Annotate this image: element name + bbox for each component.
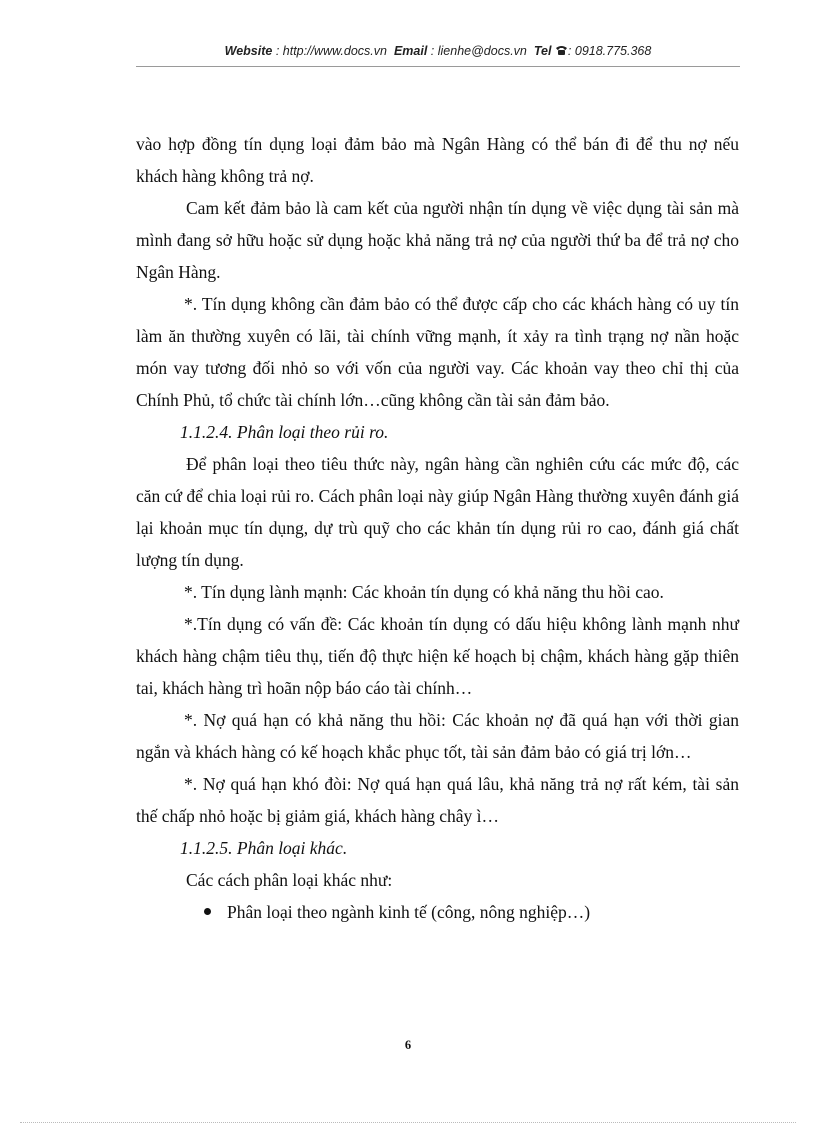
- page-number: 6: [404, 1038, 412, 1052]
- header-divider: [136, 66, 740, 67]
- website-value: : http://www.docs.vn: [275, 44, 387, 58]
- paragraph: *. Tín dụng lành mạnh: Các khoản tín dụng có khả năng thu hồi cao.: [184, 582, 664, 602]
- paragraph: *. Tín dụng không cần đảm bảo có thể được cấp cho các khách hàng có uy tín làm ăn thường xuyên có lãi, tài chính vững mạnh, ít xảy ra tình trạng nợ nần hoặc món vay tương đối nhỏ so với vốn của người vay. Các khoản vay theo chỉ thị của Chính Phủ, tổ chức tài chính lớn…cũng không cần tài sản đảm bảo.: [136, 294, 739, 410]
- page-header: [136, 44, 740, 58]
- tel-label: Tel: [533, 44, 552, 58]
- paragraph: Các cách phân loại khác như:: [186, 870, 393, 890]
- website-label: Website: [224, 44, 273, 58]
- bullet-icon: [204, 908, 211, 915]
- section-heading: 1.1.2.4. Phân loại theo rủi ro.: [180, 422, 389, 442]
- paragraph: *. Nợ quá hạn có khả năng thu hồi: Các khoản nợ đã quá hạn với thời gian ngắn và khách hàng có kế hoạch khắc phục tốt, tài sản đảm bảo có giá trị lớn…: [136, 710, 739, 762]
- list-item-text: Phân loại theo ngành kinh tế (công, nông nghiệp…): [227, 902, 591, 922]
- tel-value: : 0918.775.368: [567, 44, 652, 58]
- email-label: Email: [393, 44, 428, 58]
- page-body: [136, 128, 739, 928]
- paragraph: *. Nợ quá hạn khó đòi: Nợ quá hạn quá lâu, khả năng trả nợ rất kém, tài sản thế chấp nhỏ hoặc bị giảm giá, khách hàng chây ì…: [136, 774, 739, 826]
- paragraph: Cam kết đảm bảo là cam kết của người nhận tín dụng về việc dụng tài sản mà mình đang sở hữu hoặc sử dụng hoặc khả năng trả nợ của người thứ ba để trả nợ cho Ngân Hàng.: [136, 198, 739, 282]
- section-heading: 1.1.2.5. Phân loại khác.: [180, 838, 348, 858]
- email-value: : lienhe@docs.vn: [430, 44, 527, 58]
- paragraph: Để phân loại theo tiêu thức này, ngân hàng cần nghiên cứu các mức độ, các căn cứ để chia loại rủi ro. Cách phân loại này giúp Ngân Hàng thường xuyên đánh giá lại khoản mục tín dụng, dự trù quỹ cho các khản tín dụng rủi ro cao, đánh giá chất lượng tín dụng.: [136, 454, 739, 570]
- paragraph: *.Tín dụng có vấn đề: Các khoản tín dụng có dấu hiệu không lành mạnh như khách hàng chậm tiêu thụ, tiến độ thực hiện kế hoạch bị chậm, khách hàng gặp thiên tai, khách hàng trì hoãn nộp báo cáo tài chính…: [136, 614, 739, 698]
- paragraph: vào hợp đồng tín dụng loại đảm bảo mà Ngân Hàng có thể bán đi để thu nợ nếu khách hàng không trả nợ.: [136, 134, 739, 186]
- phone-icon: [555, 44, 568, 58]
- list-item: [136, 896, 739, 928]
